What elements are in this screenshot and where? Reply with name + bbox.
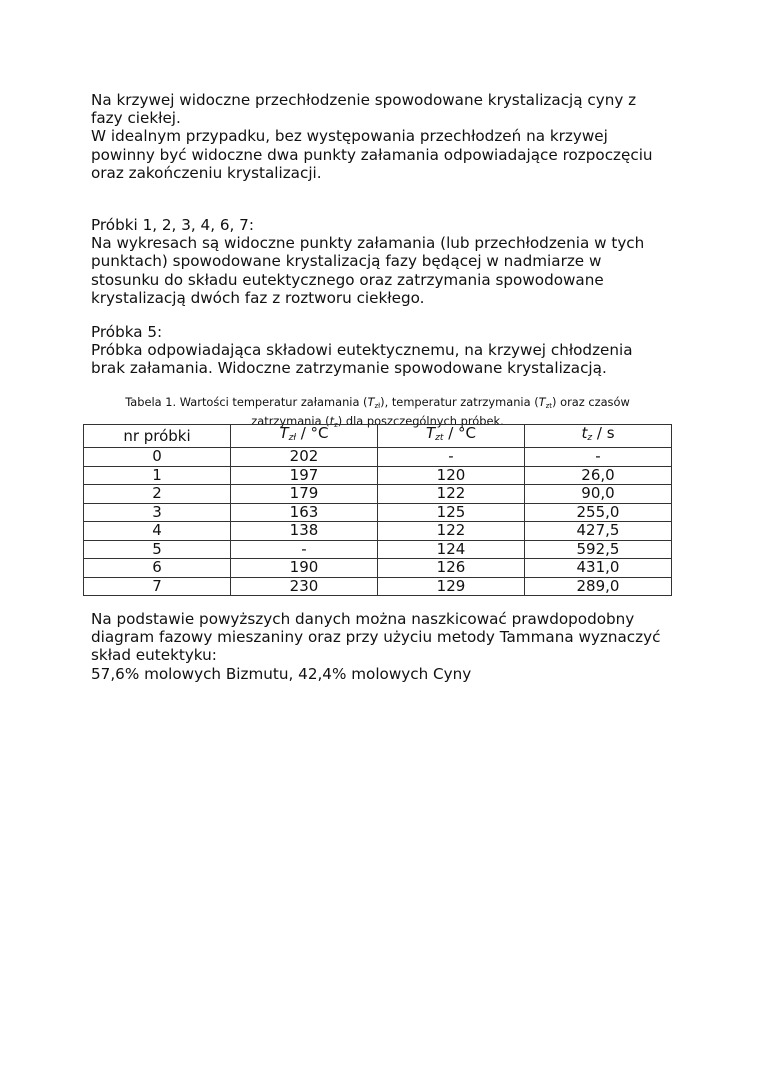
cell-sample: 7 [84,577,231,596]
cell-tzt: 122 [378,522,525,541]
table-row [84,540,672,559]
cell-tzt: 129 [378,577,525,596]
caption-text: Tabela 1. Wartości temperatur załamania ( [125,395,368,409]
table-row [84,522,672,541]
tzt-subscript: zt [545,402,553,410]
header-break-temperature [231,425,378,448]
cell-tz: 427,5 [525,522,672,541]
caption-text: ) dla poszczególnych próbek. [337,413,504,428]
text-line: oraz zakończeniu krystalizacji. [91,163,322,182]
table-row [84,503,672,522]
text-line: Próbka odpowiadająca składowi eutektycznemu, na krzywej chłodzenia [91,341,633,360]
header-subscript: z [587,433,593,443]
cell-tzt: 125 [378,503,525,522]
caption-line-1 [83,395,672,414]
header-unit: / °C [443,424,476,442]
header-sample-number: nr próbki [84,425,231,448]
header-symbol: T [425,424,436,442]
cell-tz: 592,5 [525,540,672,559]
cell-tzl: - [231,540,378,559]
cell-tzl: 190 [231,559,378,578]
header-unit: / °C [295,424,329,442]
text-line: brak załamania. Widoczne zatrzymanie spowodowane krystalizacją. [91,359,607,378]
text-line: Próbka 5: [91,323,163,341]
caption-text: zatrzymania ( [251,413,330,428]
cell-sample: 5 [84,540,231,559]
text-line: krystalizacją dwóch faz z roztworu ciekłego. [91,288,425,307]
cell-tzl: 202 [231,448,378,467]
cell-tzt: 126 [378,559,525,578]
cell-sample: 6 [84,559,231,578]
table-header-row [84,425,672,448]
cell-sample: 4 [84,522,231,541]
cell-tzl: 179 [231,485,378,504]
header-arrest-time [525,425,672,448]
header-subscript: zt [435,433,444,443]
cell-tz: 289,0 [525,577,672,596]
text-line: Próbki 1, 2, 3, 4, 6, 7: [91,216,254,234]
text-line: skład eutektyku: [91,646,217,665]
header-arrest-temperature [378,425,525,448]
cell-sample: 2 [84,485,231,504]
cell-tz: 90,0 [525,485,672,504]
table-row [84,559,672,578]
cell-tzt: 124 [378,540,525,559]
results-table [83,424,672,596]
tz-symbol: t [329,413,335,428]
cell-sample: 3 [84,503,231,522]
cell-tzl: 138 [231,522,378,541]
text-line: Na podstawie powyższych danych można naszkicować prawdopodobny [91,610,635,628]
cell-tzl: 163 [231,503,378,522]
header-unit: / s [592,424,615,442]
caption-text: ), temperatur zatrzymania ( [380,395,539,409]
tzt-symbol: T [538,395,546,409]
text-line: Na krzywej widoczne przechłodzenie spowodowane krystalizacją cyny z [91,91,637,109]
text-line: Na wykresach są widoczne punkty załamania (lub przechłodzenia w tych [91,234,645,253]
table-row [84,485,672,504]
cell-sample: 0 [84,448,231,467]
cell-tzt: 120 [378,466,525,485]
text-line: powinny być widoczne dwa punkty załamania odpowiadające rozpoczęciu [91,145,653,164]
paragraph-sample-5 [91,323,681,378]
cell-sample: 1 [84,466,231,485]
header-symbol: T [279,424,289,442]
caption-text: ) oraz czasów [552,395,630,409]
paragraph-supercooling [91,91,681,182]
table-row [84,466,672,485]
table-row [84,577,672,596]
cell-tzt: 122 [378,485,525,504]
cell-tz: 255,0 [525,503,672,522]
cell-tzl: 230 [231,577,378,596]
cell-tz: - [525,448,672,467]
cell-tzl: 197 [231,466,378,485]
header-symbol: t [581,424,588,442]
text-line: punktach) spowodowane krystalizacją fazy będącej w nadmiarze w [91,252,602,271]
tzl-subscript: zł [374,402,381,410]
text-line: W idealnym przypadku, bez występowania przechłodzeń na krzywej [91,127,608,146]
cell-tzt: - [378,448,525,467]
text-line: stosunku do składu eutektycznego oraz zatrzymania spowodowane [91,270,604,289]
paragraph-conclusion [91,610,681,683]
cell-tz: 26,0 [525,466,672,485]
table-row [84,448,672,467]
tzl-symbol: T [367,395,375,409]
tz-subscript: z [334,420,338,429]
paragraph-samples-1-7 [91,216,681,307]
text-line: diagram fazowy mieszaniny oraz przy użyciu metody Tammana wyznaczyć [91,628,661,647]
eutectic-composition: 57,6% molowych Bizmutu, 42,4% molowych Cyny [91,664,472,683]
header-subscript: zł [288,433,296,443]
cell-tz: 431,0 [525,559,672,578]
text-line: fazy ciekłej. [91,109,181,128]
